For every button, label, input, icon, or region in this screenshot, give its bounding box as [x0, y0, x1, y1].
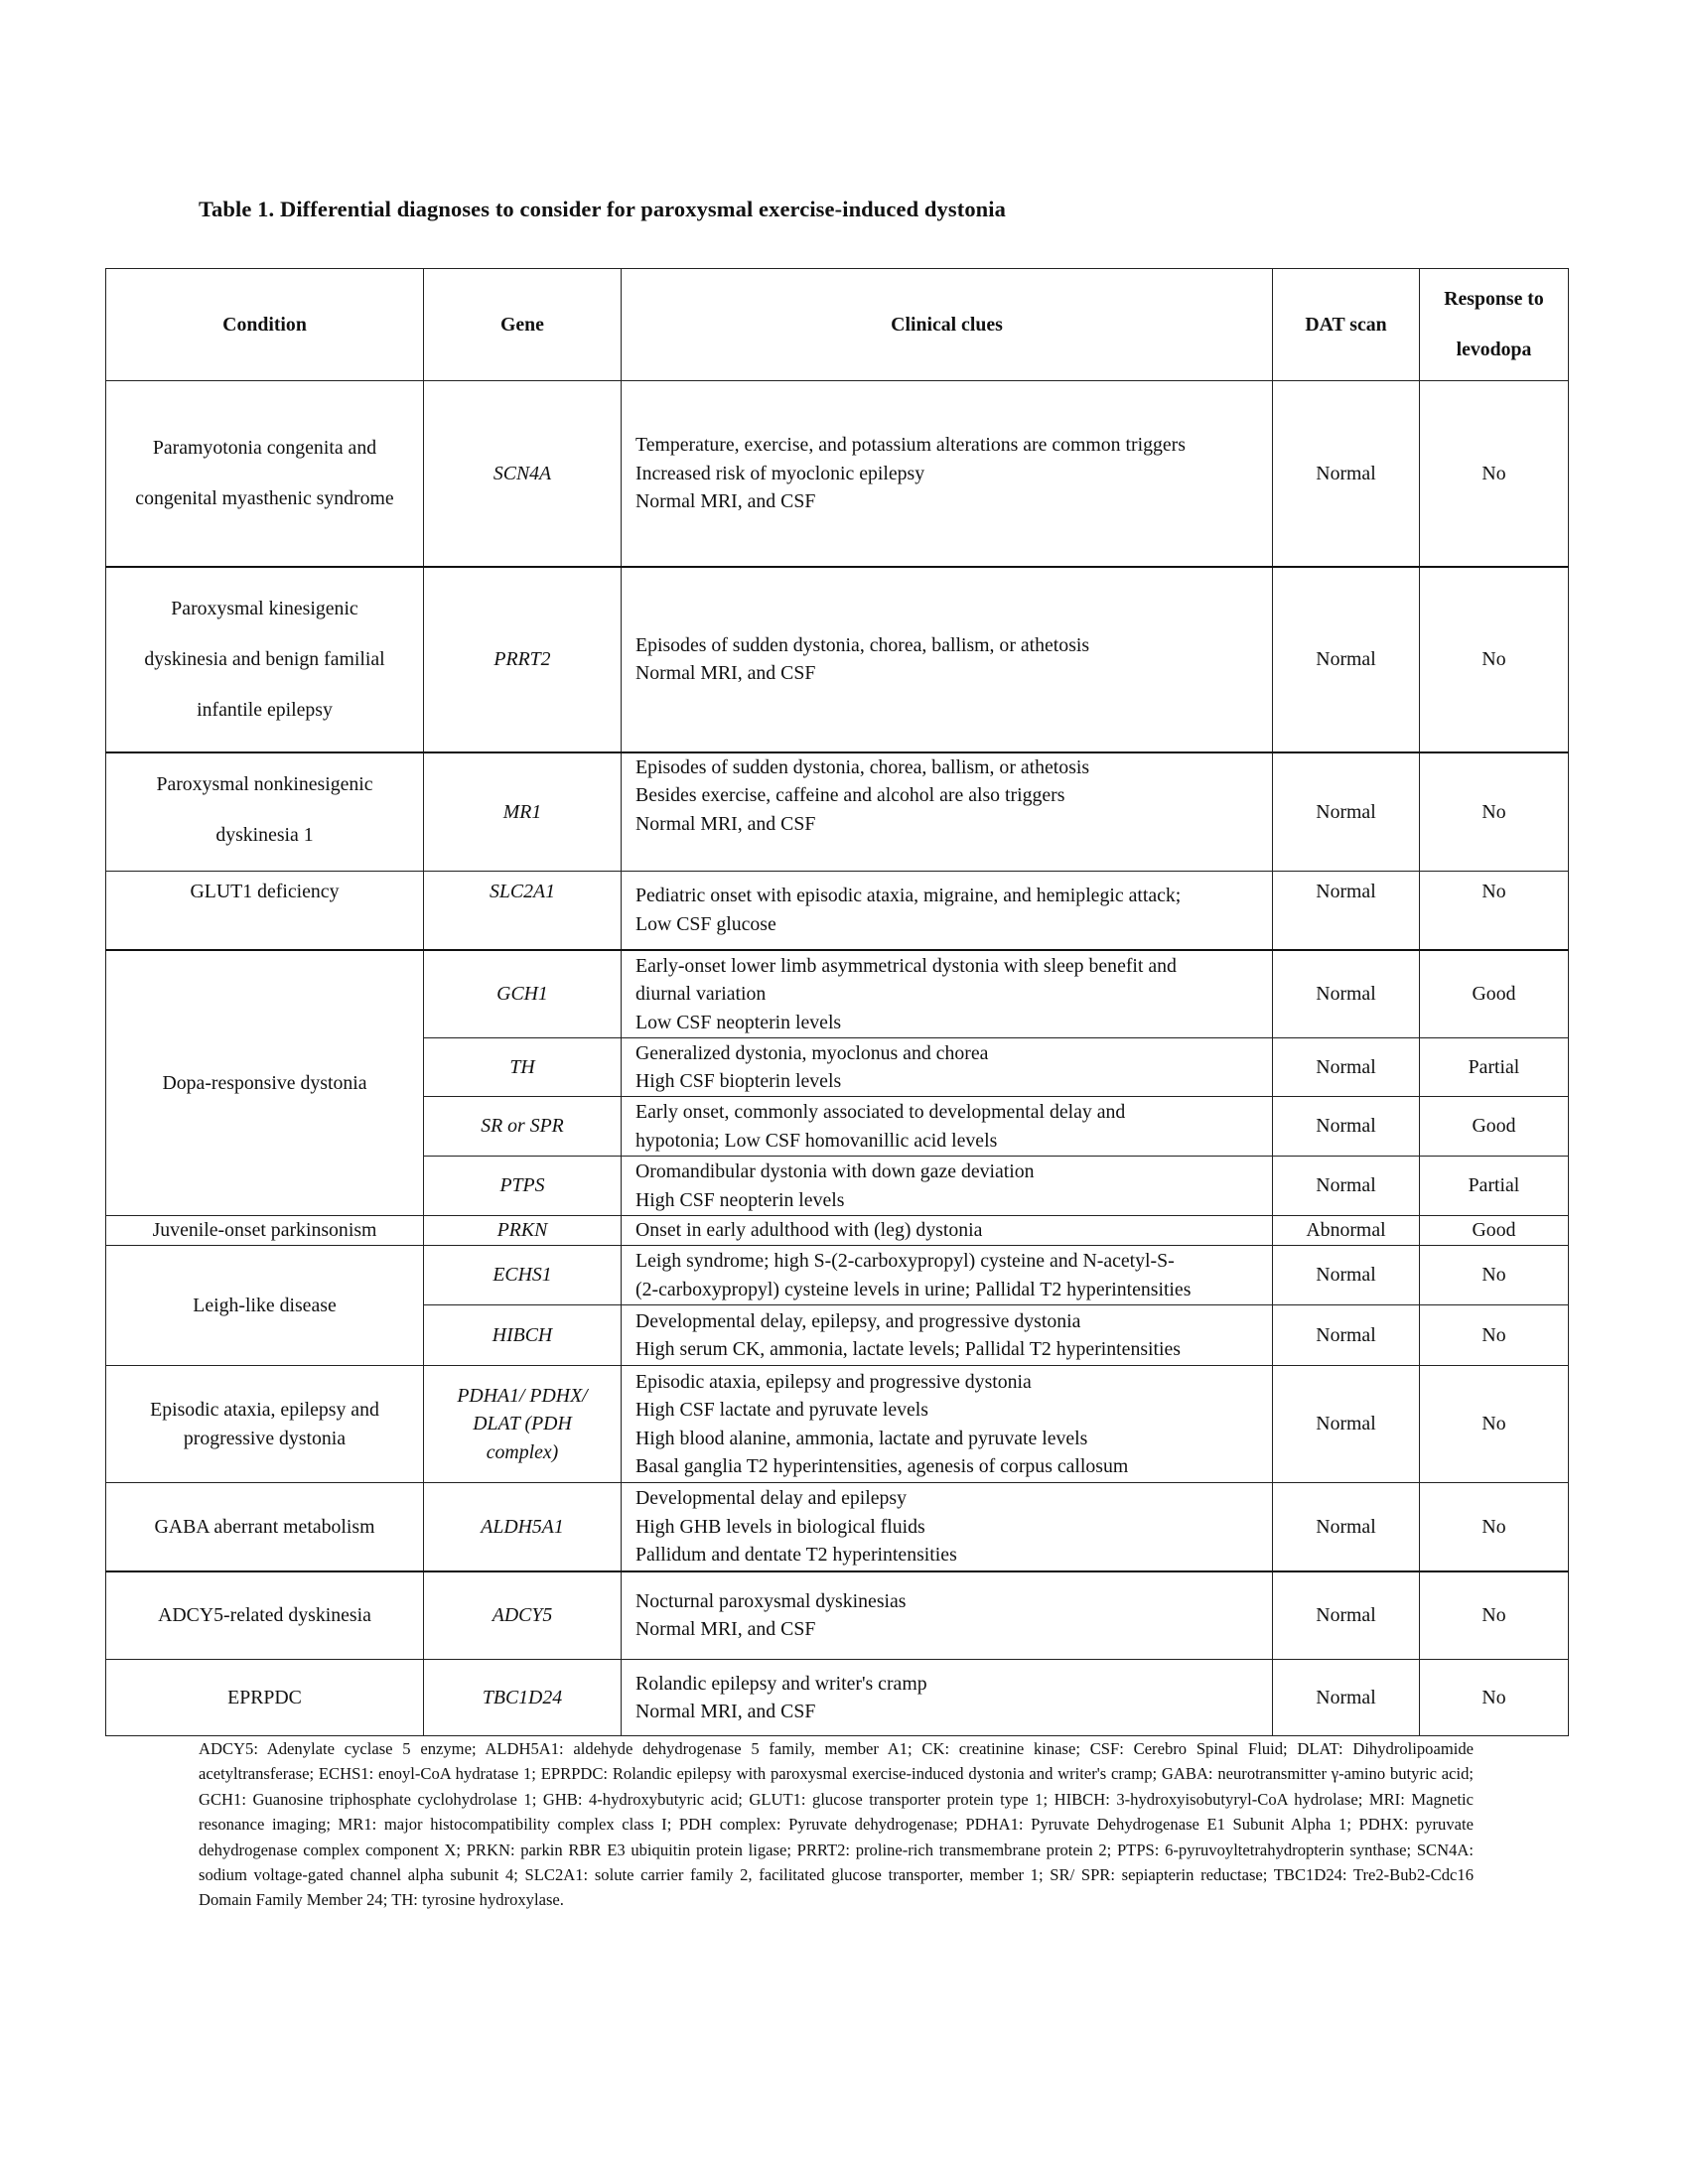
table-row	[106, 872, 1569, 950]
condition-cell: ADCY5-related dyskinesia	[106, 1571, 424, 1660]
clinical-clues-cell: Onset in early adulthood with (leg) dystonia	[622, 1216, 1273, 1246]
clinical-clues-cell: Leigh syndrome; high S-(2-carboxypropyl) cysteine and N-acetyl-S- (2-carboxypropyl) cysteine levels in urine; Pallidal T2 hyperintensities	[622, 1246, 1273, 1305]
clinical-clues-cell: Developmental delay, epilepsy, and progressive dystonia High serum CK, ammonia, lactate levels; Pallidal T2 hyperintensities	[622, 1305, 1273, 1366]
condition-cell: Leigh-like disease	[106, 1246, 424, 1366]
levodopa-response-cell: No	[1420, 872, 1569, 950]
levodopa-response-cell: No	[1420, 1660, 1569, 1736]
header-response-to-levodopa: Response to levodopa	[1420, 269, 1569, 381]
dat-scan-cell: Normal	[1273, 950, 1420, 1038]
abbreviations-footnote: ADCY5: Adenylate cyclase 5 enzyme; ALDH5A1: aldehyde dehydrogenase 5 family, member A1; CK: creatinine kinase; CSF: Cerebro Spinal Fluid; DLAT: Dihydrolipoamide acetyltransferase; ECHS1: enoyl-CoA hydratase 1; EPRPDC: Rolandic epilepsy with paroxysmal exercise-induced dystonia and writer's cramp; GABA: neurotransmitter γ-amino butyric acid; GCH1: Guanosine triphosphate cyclohydrolase 1; GHB: 4-hydroxybutyric acid; GLUT1: glucose transporter protein type 1; HIBCH: 3-hydroxyisobutyryl-CoA hydrolase; MRI: Magnetic resonance imaging; MR1: major histocompatibility complex class I; PDH complex: Pyruvate dehydrogenase; PDHA1: Pyruvate Dehydrogenase E1 Subunit Alpha 1; PDHX: pyruvate dehydrogenase complex component X; PRKN: parkin RBR E3 ubiquitin protein ligase; PRRT2: proline-rich transmembrane protein 2; PTPS: 6-pyruvoyltetrahydropterin synthase; SCN4A: sodium voltage-gated channel alpha subunit 4; SLC2A1: solute carrier family 2, facilitated glucose transporter, member 1; SR/ SPR: sepiapterin reductase; TBC1D24: Tre2-Bub2-Cdc16 Domain Family Member 24; TH: tyrosine hydroxylase.	[199, 1739, 1474, 1910]
clinical-clues-cell: Generalized dystonia, myoclonus and chorea High CSF biopterin levels	[622, 1038, 1273, 1097]
gene-cell: ECHS1	[424, 1246, 622, 1305]
clinical-clues-cell: Developmental delay and epilepsy High GHB levels in biological fluids Pallidum and dentate T2 hyperintensities	[622, 1483, 1273, 1571]
levodopa-response-cell: No	[1420, 1366, 1569, 1483]
levodopa-response-cell: Good	[1420, 1097, 1569, 1157]
condition-cell: Dopa-responsive dystonia	[106, 950, 424, 1216]
gene-cell: ADCY5	[424, 1571, 622, 1660]
levodopa-response-cell: Good	[1420, 950, 1569, 1038]
dat-scan-cell: Normal	[1273, 1246, 1420, 1305]
dat-scan-cell: Normal	[1273, 567, 1420, 752]
gene-cell: PDHA1/ PDHX/ DLAT (PDH complex)	[424, 1366, 622, 1483]
differential-diagnoses-table	[105, 268, 1569, 1736]
gene-cell: SR or SPR	[424, 1097, 622, 1157]
condition-cell: GLUT1 deficiency	[106, 872, 424, 950]
clinical-clues-cell: Temperature, exercise, and potassium alterations are common triggers Increased risk of myoclonic epilepsy Normal MRI, and CSF	[622, 381, 1273, 567]
gene-cell: SLC2A1	[424, 872, 622, 950]
dat-scan-cell: Normal	[1273, 1097, 1420, 1157]
clinical-clues-cell: Pediatric onset with episodic ataxia, migraine, and hemiplegic attack; Low CSF glucose	[622, 872, 1273, 950]
condition-cell: GABA aberrant metabolism	[106, 1483, 424, 1571]
header-clinical-clues: Clinical clues	[622, 269, 1273, 381]
condition-cell: Episodic ataxia, epilepsy and progressive dystonia	[106, 1366, 424, 1483]
table-row	[106, 1483, 1569, 1571]
clinical-clues-cell: Episodes of sudden dystonia, chorea, ballism, or athetosis Besides exercise, caffeine and alcohol are also triggers Normal MRI, and CSF	[622, 752, 1273, 872]
levodopa-response-cell: No	[1420, 567, 1569, 752]
gene-cell: MR1	[424, 752, 622, 872]
levodopa-response-cell: No	[1420, 752, 1569, 872]
gene-cell: PRRT2	[424, 567, 622, 752]
table-title: Table 1. Differential diagnoses to consider for paroxysmal exercise-induced dystonia	[199, 197, 1006, 221]
clinical-clues-cell: Episodic ataxia, epilepsy and progressive dystonia High CSF lactate and pyruvate levels High blood alanine, ammonia, lactate and pyruvate levels Basal ganglia T2 hyperintensities, agenesis of corpus callosum	[622, 1366, 1273, 1483]
table-row	[106, 567, 1569, 752]
dat-scan-cell: Normal	[1273, 872, 1420, 950]
levodopa-response-cell: Good	[1420, 1216, 1569, 1246]
dat-scan-cell: Abnormal	[1273, 1216, 1420, 1246]
table-row	[106, 1366, 1569, 1483]
condition-cell: Paramyotonia congenita and congenital myasthenic syndrome	[106, 381, 424, 567]
levodopa-response-cell: No	[1420, 1246, 1569, 1305]
condition-cell: Paroxysmal kinesigenic dyskinesia and benign familial infantile epilepsy	[106, 567, 424, 752]
condition-cell: EPRPDC	[106, 1660, 424, 1736]
clinical-clues-cell: Early onset, commonly associated to developmental delay and hypotonia; Low CSF homovanillic acid levels	[622, 1097, 1273, 1157]
gene-cell: SCN4A	[424, 381, 622, 567]
condition-cell: Paroxysmal nonkinesigenic dyskinesia 1	[106, 752, 424, 872]
clinical-clues-cell: Early-onset lower limb asymmetrical dystonia with sleep benefit and diurnal variation Low CSF neopterin levels	[622, 950, 1273, 1038]
gene-cell: TBC1D24	[424, 1660, 622, 1736]
gene-cell: TH	[424, 1038, 622, 1097]
gene-cell: HIBCH	[424, 1305, 622, 1366]
clinical-clues-cell: Oromandibular dystonia with down gaze deviation High CSF neopterin levels	[622, 1157, 1273, 1216]
dat-scan-cell: Normal	[1273, 1305, 1420, 1366]
levodopa-response-cell: Partial	[1420, 1157, 1569, 1216]
dat-scan-cell: Normal	[1273, 381, 1420, 567]
table-row	[106, 1246, 1569, 1305]
dat-scan-cell: Normal	[1273, 1038, 1420, 1097]
header-condition: Condition	[106, 269, 424, 381]
table-row	[106, 1216, 1569, 1246]
levodopa-response-cell: Partial	[1420, 1038, 1569, 1097]
header-dat-scan: DAT scan	[1273, 269, 1420, 381]
dat-scan-cell: Normal	[1273, 1157, 1420, 1216]
header-gene: Gene	[424, 269, 622, 381]
table-row	[106, 1660, 1569, 1736]
table-row	[106, 950, 1569, 1038]
levodopa-response-cell: No	[1420, 381, 1569, 567]
clinical-clues-cell: Nocturnal paroxysmal dyskinesias Normal MRI, and CSF	[622, 1571, 1273, 1660]
table-row	[106, 1571, 1569, 1660]
condition-cell: Juvenile-onset parkinsonism	[106, 1216, 424, 1246]
clinical-clues-cell: Rolandic epilepsy and writer's cramp Normal MRI, and CSF	[622, 1660, 1273, 1736]
table-row	[106, 381, 1569, 567]
levodopa-response-cell: No	[1420, 1571, 1569, 1660]
table-row	[106, 752, 1569, 872]
dat-scan-cell: Normal	[1273, 1571, 1420, 1660]
gene-cell: ALDH5A1	[424, 1483, 622, 1571]
dat-scan-cell: Normal	[1273, 752, 1420, 872]
gene-cell: PRKN	[424, 1216, 622, 1246]
gene-cell: PTPS	[424, 1157, 622, 1216]
dat-scan-cell: Normal	[1273, 1483, 1420, 1571]
header-row	[106, 269, 1569, 381]
levodopa-response-cell: No	[1420, 1483, 1569, 1571]
dat-scan-cell: Normal	[1273, 1660, 1420, 1736]
gene-cell: GCH1	[424, 950, 622, 1038]
dat-scan-cell: Normal	[1273, 1366, 1420, 1483]
levodopa-response-cell: No	[1420, 1305, 1569, 1366]
clinical-clues-cell: Episodes of sudden dystonia, chorea, ballism, or athetosis Normal MRI, and CSF	[622, 567, 1273, 752]
